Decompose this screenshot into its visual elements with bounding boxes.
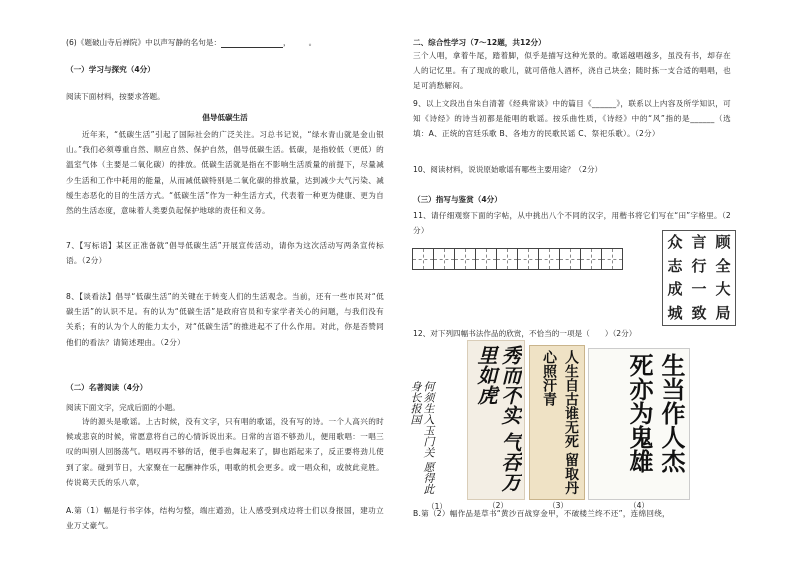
passage: 三个人唱，拿着牛尾，踏着脚，似乎是描写这种光景的。歌谣越唱越多，虽没有书，却存在人的记忆里。有了现成的歌儿，就可借他人酒杯，浇自己块垒；随时拣一支合适的唱唱，也足可消愁解闷。 <box>413 51 731 91</box>
q6 <box>66 37 316 48</box>
grid-cell[interactable] <box>601 248 623 270</box>
calligraphy-works <box>409 340 743 511</box>
copybook-char: 顾 <box>715 233 731 251</box>
grid-cell[interactable] <box>433 248 455 270</box>
work-label-1: （1） <box>427 502 448 511</box>
calligraphy-work-4 <box>588 348 690 510</box>
q6-text: (6)《题破山寺后禅院》中以声写静的名句是： <box>66 38 222 47</box>
copybook-char: 大 <box>715 280 731 298</box>
left-column <box>66 0 384 561</box>
option-b: B.第（2）幅作品是草书“黄沙百战穿金甲，不破楼兰终不还”，连绵回绕， <box>413 509 670 518</box>
article-title: 倡导低碳生活 <box>202 113 248 122</box>
intro-2: 阅读下面文字，完成后面的小题。 <box>66 403 180 412</box>
poem-passage: 诗的源头是歌谣。上古时候，没有文字，只有唱的歌谣，没有写的诗。一个人高兴的时候或悲哀的时候，常愿意将自己的心情诉说出来。日常的言语不够劲儿，便用歌唱：一唱三叹的叫别人回肠荡气。唱叹再不够的话，便手也舞起来了，脚也蹈起来了，反正要将劲儿使到了家。碰到节日，大家聚在一起酬神作乐，唱歌的机会更多。或一唱众和，或彼此竞胜。传说葛天氏的乐八章， <box>66 417 384 487</box>
grid-cell[interactable] <box>559 248 581 270</box>
q10: 10、阅读材料，说说原始歌谣有哪些主要用途？（2分） <box>413 165 603 174</box>
copybook-char: 一 <box>691 280 707 298</box>
section-title: 二、综合性学习（7～12题，共12分） <box>413 38 546 47</box>
grid-cell[interactable] <box>412 248 434 270</box>
q6-end: 。 <box>308 38 317 47</box>
calligraphy-work-2 <box>467 340 525 510</box>
work-3-text: 人生自古谁无死 留取丹心照汗青 <box>541 350 579 495</box>
work-2-text: 秀而不实 气吞万里如虎 <box>474 345 522 492</box>
grid-cell[interactable] <box>538 248 560 270</box>
q6-blank-1[interactable] <box>221 39 283 48</box>
copybook-char: 局 <box>715 303 731 322</box>
work-1-text: 何须生入玉门关 愿得此身长报国 <box>409 381 435 495</box>
q9: 9、以上文段出自朱自清著《经典常谈》中的篇目《______》，联系以上内容及所学知识，可知《诗经》的诗当初都是能唱的歌谣。按乐曲性质，《诗经》中的“风”指的是______（选填：A、正统的宫廷乐歌 B、各地方的民歌民谣 C、祭祀乐歌）。（2分） <box>413 99 731 139</box>
copybook-char: 众 <box>667 233 683 251</box>
grid-cell[interactable] <box>517 248 539 270</box>
q12: 12、对下列四幅书法作品的欣赏，不恰当的一项是（ ）（2分） <box>413 329 637 338</box>
calligraphy-work-1 <box>409 375 463 511</box>
calligraphy-work-3 <box>529 345 585 510</box>
q7: 7、【写标语】某区正准备就“倡导低碳生活”开展宣传活动，请你为这次活动写两条宣传标语。（2分） <box>66 241 384 266</box>
q6-sep: ， <box>283 38 291 47</box>
section-heading-2: （二）名著阅读（4分） <box>66 383 148 392</box>
copybook-characters <box>662 230 736 326</box>
right-column <box>409 0 733 561</box>
copybook-char: 言 <box>691 233 707 251</box>
grid-cell[interactable] <box>496 248 518 270</box>
work-4-text: 生当作人杰 死亦为鬼雄 <box>625 353 686 473</box>
work-label-2: （2） <box>488 501 509 510</box>
article-text: 近年来，“低碳生活”引起了国际社会的广泛关注。习总书记说，“绿水青山就是金山银山。”我们必须尊重自然、顺应自然、保护自然，倡导低碳生活。低碳，是指较低（更低）的温室气体（主要是二氧化碳）的排放。低碳生活就是指在不影响生活质量的前提下，尽量减少生活和工作中耗用的能量，从而减低碳特别是二氧化碳的排放量，达到减少大气污染、减缓生态恶化的目的生活方式。“低碳生活”作为一种生活方式，代表着一种更为健康、更为自然的生活态度，意味着人类要负起保护地球的责任和义务。 <box>66 130 384 216</box>
q11: 11、请仔细观察下面的字帖，从中挑出八个不同的汉字，用楷书将它们写在“田”字格里。（2分） <box>413 211 731 236</box>
option-a: A.第（1）幅是行书字体，结构匀整，端庄遒劲，让人感受到戍边将士们以身报国，建功立业万丈豪气。 <box>66 506 384 531</box>
q6-blank-2[interactable] <box>291 40 309 48</box>
grid-cell[interactable] <box>580 248 602 270</box>
copybook-char: 致 <box>691 303 707 322</box>
grid-cell[interactable] <box>475 248 497 270</box>
intro-1: 阅读下面材料，按要求答题。 <box>66 92 165 101</box>
copybook-char: 全 <box>715 256 731 275</box>
copybook-char: 行 <box>691 256 707 275</box>
copybook-char: 志 <box>667 256 683 275</box>
work-label-3: （3） <box>548 501 569 510</box>
grid-cell[interactable] <box>454 248 476 270</box>
work-label-4: （4） <box>629 501 650 510</box>
section-heading-1: （一）学习与探究（4分） <box>66 65 155 74</box>
tianzige-grid[interactable] <box>413 248 623 270</box>
copybook-char: 城 <box>667 303 683 322</box>
q8: 8、【谈看法】倡导“低碳生活”的关键在于转变人们的生活观念。当前，还有一些市民对“低碳生活”的认识不足。有的认为“低碳生活”是政府官员和专家学者关心的问题，与我们没有关系；有的认为个人的能力太小，对“低碳生活”的推进起不了什么作用。对此，你是否赞同他们的看法？请简述理由。（2分） <box>66 292 384 347</box>
section-heading-3: （三）指写与鉴赏（4分） <box>413 195 502 204</box>
copybook-char: 成 <box>667 280 683 298</box>
